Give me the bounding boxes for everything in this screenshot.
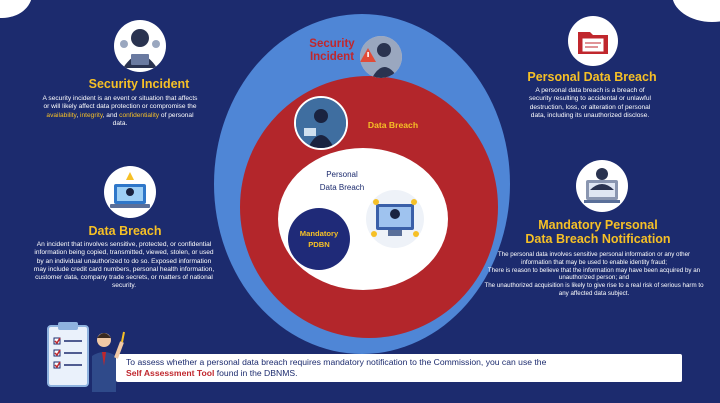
security-incident-icon — [114, 20, 166, 72]
separator-1: , — [76, 111, 81, 119]
security-incident-description-end: of personal data. — [112, 111, 194, 127]
footer-line-2-end: found in the DBNMS. — [214, 368, 298, 378]
personal-data-breach-description: A personal data breach is a breach of security resulting to accidental or unlawful destruction, loss, or alteration of personal data, including its unauthorized disclose. — [528, 87, 652, 119]
security-incident-title: Security Incident — [88, 77, 190, 91]
mandatory-pdbn-ring-label — [288, 228, 350, 250]
mandatory-notification-condition-2: There is reason to believe that the information may have been acquired by an unauthorized person; and — [487, 266, 701, 282]
self-assessment-tool-link[interactable]: Self Assessment Tool — [126, 368, 215, 378]
data-breach-ring-icon — [294, 96, 348, 150]
mandatory-pdbn-ring-label-line2: PDBN — [308, 240, 330, 249]
personal-data-breach-icon — [568, 16, 618, 66]
mandatory-notification-condition-3: The unauthorized acquisition is likely to give rise to a real risk of serious harm to any affected data subject. — [484, 282, 704, 297]
security-incident-ring-label-line1: Security — [309, 38, 355, 50]
security-incident-description — [40, 95, 200, 128]
mandatory-notification-description — [484, 251, 704, 298]
footer-line-2 — [126, 368, 678, 379]
personal-data-breach-ring-label-line1: Personal — [326, 170, 358, 179]
corner-decoration-top-right — [672, 0, 720, 22]
checklist-person-icon — [44, 322, 126, 396]
mandatory-notification-title-line1: Mandatory Personal — [538, 218, 658, 232]
security-incident-ring-label — [296, 38, 368, 64]
security-incident-description-text: A security incident is an event or situation that affects or will likely affect data protection or compromise the — [42, 95, 198, 111]
confidentiality-highlight: confidentiality — [119, 111, 160, 119]
mandatory-notification-icon — [576, 160, 628, 212]
data-breach-icon — [104, 166, 156, 218]
mandatory-pdbn-ring-label-line1: Mandatory — [299, 229, 339, 238]
personal-data-breach-ring-label — [304, 168, 380, 194]
mandatory-notification-title — [508, 218, 688, 246]
availability-highlight: availability — [46, 111, 77, 119]
personal-data-breach-ring-icon — [366, 190, 424, 248]
data-breach-ring-label: Data Breach — [367, 120, 419, 130]
security-incident-ring-label-line2: Incident — [309, 51, 355, 63]
mandatory-notification-condition-1: The personal data involves sensitive personal information or any other information that may be used to enable identity fraud; — [497, 251, 691, 266]
footer-line-1: To assess whether a personal data breach requires mandatory notification to the Commission, you can use the — [126, 357, 547, 367]
footer-text — [126, 357, 678, 379]
data-breach-title: Data Breach — [88, 224, 162, 238]
mandatory-notification-title-line2: Data Breach Notification — [525, 232, 671, 246]
corner-decoration-top-left — [0, 0, 32, 18]
integrity-highlight: integrity — [80, 111, 103, 119]
personal-data-breach-ring-label-line2: Data Breach — [319, 183, 365, 192]
personal-data-breach-title: Personal Data Breach — [527, 70, 657, 84]
security-incident-ring-icon — [360, 36, 402, 78]
data-breach-description: An incident that involves sensitive, protected, or confidential information being copied, transmitted, viewed, stolen, or used by an individual unauthorized to do so. Exposed information may include credit card numbers, personal health information, customer data, company trade secrets, or matters of national security. — [33, 241, 215, 290]
separator-2: , and — [102, 111, 120, 119]
